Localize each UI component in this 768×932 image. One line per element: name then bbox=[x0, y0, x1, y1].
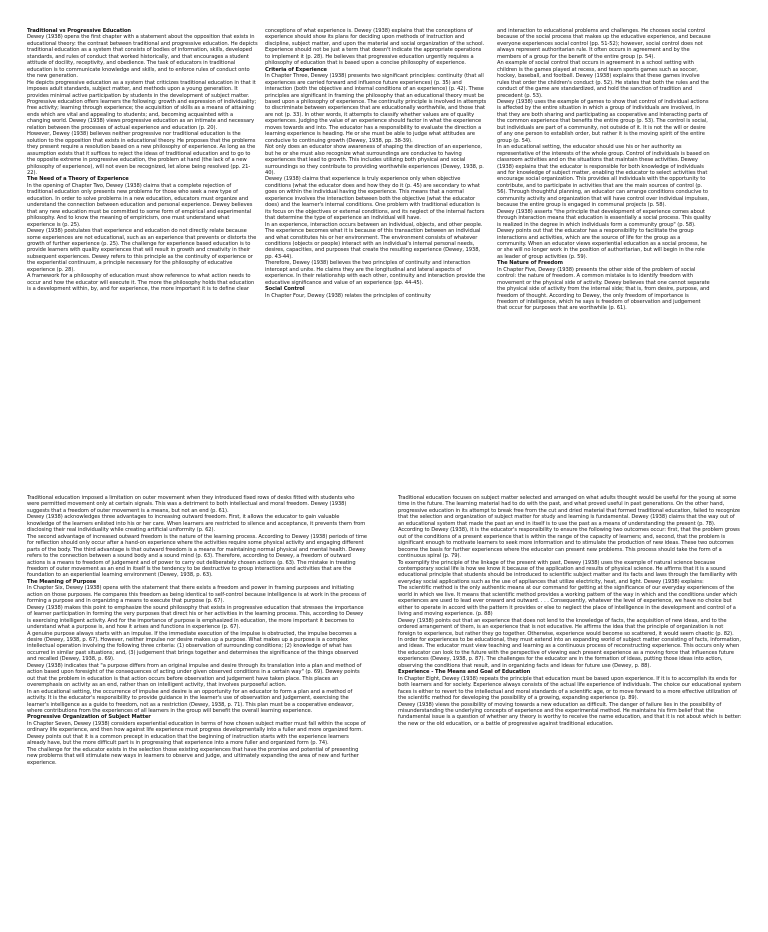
column-right bbox=[398, 495, 742, 920]
column-left bbox=[27, 28, 258, 458]
paragraph: Dewey (1938) asserts "the principle that development of experience comes about through interaction means that education is essentially a social process. This quality is realized in the degree in which individuals form a community group" (p. 58). Dewey points out that the educator has a responsibility to facilitate the group interactions and activities, which are the source of life for the group as a community. When an educator views experiential education as a social process, he or she will no longer work in the position of authoritarian, but will begin in the role as leader of group activities (p. 59). bbox=[497, 208, 711, 260]
paragraph: In the opening of Chapter Two, Dewey (1938) claims that a complete rejection of traditional education only presents new problems for those who seek a new type of education. In order to solve problems in a new education, educators must organize and understand the connection between education and personal experience. Dewey believes that any new education must be committed to some form of empirical and experimental philosophy. And to know the meaning of empiricism, one must understand what experience is (p. 25). bbox=[27, 182, 253, 228]
section-heading: Social Control bbox=[265, 286, 305, 293]
paragraph: In an experience, interaction occurs between an individual, objects, and other people. The experience becomes what it is because of this transaction between an individual and what constitutes his or her environment. The environment consists of whatever conditions (objects or people) interact with an individual's internal personal needs, desires, capacities, and purposes that create the resulting experience (Dewey, 1938, pp. 43-44). bbox=[265, 221, 483, 260]
paragraph: Dewey (1938) indicates that "a purpose differs from an original impulse and desire through its translation into a plan and method of action based upon foresight of the consequences of acting under given observed conditions in a certain way" (p. 69). Dewey points out that the problem in education is that action occurs before observation and judgement have taken place. This places an overemphasis on activity as an end, rather than on intelligent activity, that involves purposeful action. bbox=[27, 662, 362, 689]
page-top bbox=[0, 0, 768, 462]
paragraph: Dewey (1938) acknowledges three advantages to increasing outward freedom. First, it allows the educator to gain valuable knowledge of the learners enlisted into his or her care. When learners are restricted to silence and acceptance, it prevents them from disclosing their real individuality while creating artificial uniformity (p. 62). bbox=[27, 514, 366, 534]
paragraph: In Chapter Seven, Dewey (1938) considers experiential education in terms of how chosen subject matter must fall within the scope of ordinary life experience, and then how against life experience must progress developmentally into a fuller and more organized form. Dewey points out that it is a common precept in education that the beginning of instruction starts with the experience learners already have, but the more difficult part is in progressing that experience into a more fuller and organized form (p. 74). bbox=[27, 720, 366, 747]
paragraph: Not only does an educator show awareness of shaping the direction of an experience, but he or she must also recognize what surroundings are conducive to having experiences that lead to growth. This includes utilizing both physical and social surroundings so they contribute to providing worthwhile experiences (Dewey, 1938, p. 40). bbox=[265, 144, 484, 176]
paragraph: The scientific method is the only authentic means at our command for getting at the significance of our everyday experiences of the world in which we live. It means that scientific method provides a working pattern of the way in which and the conditions under which experiences are used to lead ever onward and outward. . . . Consequently, whatever the level of experience, we have no choice but either to operate in accord with the pattern it provides or else to neglect the place of intelligence in the development and control of a living and moving experience. (p. 88) bbox=[398, 585, 738, 618]
paragraph: conceptions of what experience is. Dewey (1938) explains that the conceptions of experience should show its plans for deciding upon methods of instruction and discipline, subject matter, and upon the material and social organization of the school. Experience should not be just a term that doesn't indicate the appropriate operations to implement it (p. 28). He believes that progressive education urgently requires a philosophy of education that is based upon a concise philosophy of experience. bbox=[265, 28, 485, 67]
paragraph: He depicts progressive education as a system that criticizes traditional education in that it imposes adult standards, subject matter, and methods upon a young generation. It provides minimal active participation by students in the development of subject matter. Progressive education offers learners the following: growth and expression of individuality; free activity; learning through experience; the acquisition of skills as a means of attaining ends which are vital and appealing to students; and, becoming acquainted with a changing world. Dewey (1938) views progressive education as an intimate and necessary relation between the processes of actual experience and education (p. 20). bbox=[27, 79, 257, 131]
paragraph: Dewey (1938) claims that experience is truly experience only when objective conditions (what the educator does and how they do it (p. 45) are secondary to what goes on within the individual having the experience. This means that a normal experience involves the interaction between both the objective (what the educator does) and the learner's internal conditions. One problem with traditional education is its focus on the objectives or external conditions, and its neglect of the internal factors that determine the type of experience an individual will have. bbox=[265, 176, 485, 222]
paragraph: Traditional education focuses on subject matter selected and arranged on what adults thought would be useful for the young at some time in the future. The learning material had to do with the past, and what proved useful in past generations. On the other hand, progressive education in its attempt to break free from the cut and dried material that formed traditional education, failed to recognize that the selection and organization of subject matter for study and learning is fundamental. Dewey (1938) claims that the way out of an educational system that made the past an end in itself is to use the past as a means of understanding the present (p. 78). bbox=[398, 495, 741, 527]
paragraph: The challenge for the educator exists in the selection those existing experiences that have the promise and potential of presenting new problems that will stimulate new ways in learners to observe and judge, and ultimately expanding the area of new and further experience. bbox=[27, 746, 359, 766]
paragraph: In Chapter Five, Dewey (1938) presents the other side of the problem of social control: the nature of freedom. A common mistake is to identify freedom with movement or the physical side of activity. Dewey believes that one cannot separate the physical side of activity from the internal side; that is, from desire, purpose, and freedom of thought. According to Dewey, the only freedom of importance is freedom of intelligence, which he says is freedom of observation and judgement that occur for purposes that are worthwhile (p. 61). bbox=[497, 266, 710, 312]
section-heading: The Nature of Freedom bbox=[497, 260, 563, 267]
paragraph: In an educational setting, the occurrence of impulse and desire is an opportunity for an educator to form a plan and a method of activity. It is the educator's responsibility to provide guidance in the learner's use of observation and judgement, exercising the learner's intelligence as a guide to freedom, not as a restriction (Dewey, 1938, p. 71). This plan must be a cooperative endeavor, where contributions from the experiences of all learners in the group will benefit the overall learning experience. bbox=[27, 688, 354, 714]
paragraph: and interaction to educational problems and challenges. He chooses social control because of the social process that makes up the educative experience, and because everyone experiences social control (pp. 51-52); however, social control does not always represent authoritarian rule. It often occurs in agreement and by the members of a group for the benefit of the entire group (p. 54). bbox=[497, 28, 711, 60]
paragraph: Dewey (1938) opens the first chapter with a statement about the opposition that exists in educational theory: the contrast between traditional and progressive education. He depicts traditional education as a system that consists of bodies of information, skills, developed standards, and rules of conduct that worked historically, and that encourages a student attitude of docility, receptivity, and obedience. The task of educators in traditional education is to communicate knowledge and skills, and to enforce rules of conduct onto the new generation. bbox=[27, 34, 258, 80]
column-middle bbox=[265, 28, 487, 458]
paragraph: In an educational setting, the educator should use his or her authority as representative of the interests of the whole group. Control of individuals is based on classroom activities and on the situations that maintain these activities. Dewey (1938) explains that the educator is responsible for both knowledge of individuals and for knowledge of subject matter, enabling the educator to select activities that encourage social organization. This provides all individuals with the opportunity to contribute, and to participate in activities that are the main sources of control (p. 56). Through thoughtful planning, an educator can arrange conditions conducive to community activity and organization that will have control over individual impulses, because the entire group is engaged in communal projects (p. 58). bbox=[497, 144, 710, 209]
paragraph: According to Dewey (1938), it is the educator's responsibility to ensure the following two outcomes occur: first, that the problem grows out of the conditions of a present experience that is within the range of the capacity of learners; and, second, that the problem is significant enough to motivate learners to seek more information and to stimulate the production of new ideas. These two outcomes become the basis for further experiences where the educator can present new problems. This process should take the form of a continuous spiral (p. 79). bbox=[398, 527, 740, 560]
paragraph: However, Dewey (1938) believes neither progressive nor traditional education is the solution to the opposition that exists in educational theory. He proposes that the problems they present require a resolution based on a new philosophy of experience. As long as the assumption exists that it suffices to reject the ideas of traditional education and to go to the opposite extreme in progressive education, the problem at hand (the lack of a new philosophy of experience), will not even be recognized, let alone being resolved (pp. 21-22). bbox=[27, 131, 256, 176]
column-right bbox=[497, 28, 711, 458]
paragraph: Dewey (1938) uses the example of games to show that control of individual actions is affected by the entire situation in which a group of individuals are involved, in that they are both sharing and participating as cooperative and interacting parts of the common experience that benefits the entire group (p. 53). The control is social, but individuals are part of a community, not outside of it. It is not the will or desire of any one person to establish order, but rather it is the moving spirit of the entire group (p. 54). bbox=[497, 98, 709, 144]
paragraph: To exemplify the principle of the linkage of the present with past, Dewey (1938) uses the example of natural science because contemporary social life is how we know it because of the application and results of physical science. He affirms that it is a sound educational principle that students should be introduced to scientific subject matter and its facts and laws through the familiarity with everyday social applications such as the use of appliances that utilize electricity, heat, and light. Dewey (1938) explains: bbox=[398, 559, 738, 585]
paragraph: Dewey (1938) views the possibility of moving towards a new education as difficult. The danger of failure lies in the possibility of misunderstanding the underlying concepts of experience and the experimental method. He maintains his firm belief that the fundamental issue is a question of whether any theory is worthy to receive the name education, and that it is not about which is better: the new or the old education, or a battle of progressive against traditional education. bbox=[398, 701, 742, 727]
paragraph: Dewey (1938) postulates that experience and education do not directly relate because some experiences are not educational, such as an experience that prevents or distorts the growth of further experience (p. 25). The challenge for experience based education is to provide learners with quality experiences that will result in growth and creativity in their subsequent experiences. Dewey refers to this principle as the continuity of experience or the experiential continuum, a principle necessary for the philosophy of educative experience (p. 28). bbox=[27, 228, 257, 273]
section-heading: Criteria of Experience bbox=[265, 66, 327, 73]
section-heading: Progressive Organization of Subject Matter bbox=[27, 714, 151, 721]
section-heading: Traditional vs Progressive Education bbox=[27, 28, 132, 34]
paragraph: Traditional education imposed a limitation on outer movement when they introduced fixed rows of desks fitted with students who were permitted movement only at certain signals. This was a detriment to both intellectual and moral freedom. Dewey (1938) suggests that a freedom of outer movement is a means, but not an end (p. 61). bbox=[27, 495, 355, 514]
paragraph: In order for experiences to be educational, they must extend into an expanding world of subject matter consisting of facts, information, and ideas. The educator must view teaching and learning as a continuous process of reconstructing experience. This occurs only when the educator can look to the future with the perspective of viewing each present experience as a moving force that influences future experiences (Dewey, 1938, p. 87). The challenges for the educator are in the formation of ideas, putting those ideas into action, observing the conditions that result, and in organizing facts and ideas for future use (Dewey, p. 88). bbox=[398, 636, 741, 669]
page-bottom bbox=[0, 470, 768, 932]
column-left bbox=[27, 495, 368, 920]
paragraph: In Chapter Six, Dewey (1938) opens with the statement that there exists a freedom and power in framing purposes and initiating action on those purposes. He compares this freedom as being identical to self-control because intelligence is at work in the process of forming a purpose and in organizing a means to execute that purpose (p. 67). bbox=[27, 585, 367, 605]
paragraph: Dewey (1938) makes this point to emphasize the sound philosophy that exists in progressive education that stresses the importance of learner participation in forming the very purposes that direct his or her activities in the learning process. This, according to Dewey is exercising intelligent activity. And for the importance of purpose is emphasized in education, the more important it becomes to understand what a purpose is, and how it arises and functions in experience (p. 67). bbox=[27, 604, 364, 631]
paragraph: In Chapter Three, Dewey (1938) presents two significant principles: continuity (that all experiences are carried forward and influence future experiences) (p. 35) and interaction (both the objective and internal conditions of an experience) (p. 42). These principles are significant in framing the philosophy that an educational theory must be based upon a philosophy of experience. The continuity principle is involved in attempts to discriminate between experiences that are educationally worthwhile, and those that are not (p. 33). In other words, it attempts to classify whether values are of quality experiences. Judging the value of an experience should factor in what the experience moves towards and into. The educator has a responsibility to evaluate the direction a learning experience is heading. He or she must be able to judge what attitudes are conducive to continuing growth (Dewey, 1938, pp. 38-39). bbox=[265, 73, 487, 144]
paragraph: In Chapter Eight, Dewey (1938) repeats the principle that education must be based upon experience. If it is to accomplish its ends for both learners and for society. Experience always consists of the actual life experience of individuals. The choice our educational system faces is either to revert to the intellectual and moral standards of a scientific age, or to move forward to a more effective utilization of the scientific method for developing the possibility of a growing, expanding experience (p. 89). bbox=[398, 675, 741, 702]
paragraph: A genuine purpose always starts with an impulse. If the immediate execution of the impulse is obstructed, the impulse becomes a desire (Dewey, 1938, p. 67). However, neither impulse nor desire makes up a purpose. What makes up a purpose is a complex intellectual operation involving the following three criteria: (1) observation of surrounding conditions; (2) knowledge of what has occurred in similar past situations; and, (3) judgement that brings together and determines the significance of the things observed and recalled (Dewey, 1938, p. 69). bbox=[27, 630, 359, 663]
paragraph: In Chapter Four, Dewey (1938) relates the principles of continuity bbox=[265, 292, 431, 299]
section-heading: Experience - The Means and Goal of Education bbox=[398, 669, 531, 676]
section-heading: The Need of a Theory of Experience bbox=[27, 176, 129, 183]
paragraph: Therefore, Dewey (1938) believes the two principles of continuity and interaction intercept and unite. He claims they are the longitudinal and lateral aspects of experience. In their relationship with each other, continuity and interaction provide the educative significance and value of an experience (pp. 44-45). bbox=[265, 260, 486, 286]
paragraph: A framework for a philosophy of education must show reference to what action needs to occur and how the educator will execute it. The more the philosophy holds that education is a development within, by, and for experience, the more important it is to define clear bbox=[27, 273, 255, 293]
paragraph: An example of social control that occurs in agreement in a school setting with children is the games played at recess, and team sports games such as soccer, hockey, baseball, and football. Dewey (1938) explains that these games involve rules that order the children's conduct (p. 52). He states that both the rules and the conduct of the game are standardized, and hold the sanction of tradition and precedent (p. 53). bbox=[497, 60, 709, 99]
paragraph: The second advantage of increased outward freedom is the nature of the learning process. According to Dewey (1938) periods of time for reflection should only occur after a hand-on experience where the activities require some physical activity and engaging different parts of the body. The third advantage is that outward freedom is a means for maintaining normal physical and mental health. Dewey refers to the connection between a sound body and a sound mind (p. 63). Therefore, according to Dewey, a freedom of outward actions is a means to freedom of judgement and of power to carry out deliberately chosen actions (p. 63). The mistake in treating freedom of outer movement as an end in itself is the tendency to be destructive to group interactions and activities that are the foundation to an experiential learning environment (Dewey, 1938, p. 63). bbox=[27, 533, 368, 579]
section-heading: The Meaning of Purpose bbox=[27, 578, 97, 585]
paragraph: Dewey (1938) points out that an experience that does not lend to the knowledge of facts, the acquisition of new ideas, and to the ordered arrangement of them, is an experience that is not educative. He affirms the idea that the principle of organization is not foreign to experience, but rather they go together. Otherwise, experience would become so scattered, it would seem chaotic (p. 82). bbox=[398, 617, 734, 637]
